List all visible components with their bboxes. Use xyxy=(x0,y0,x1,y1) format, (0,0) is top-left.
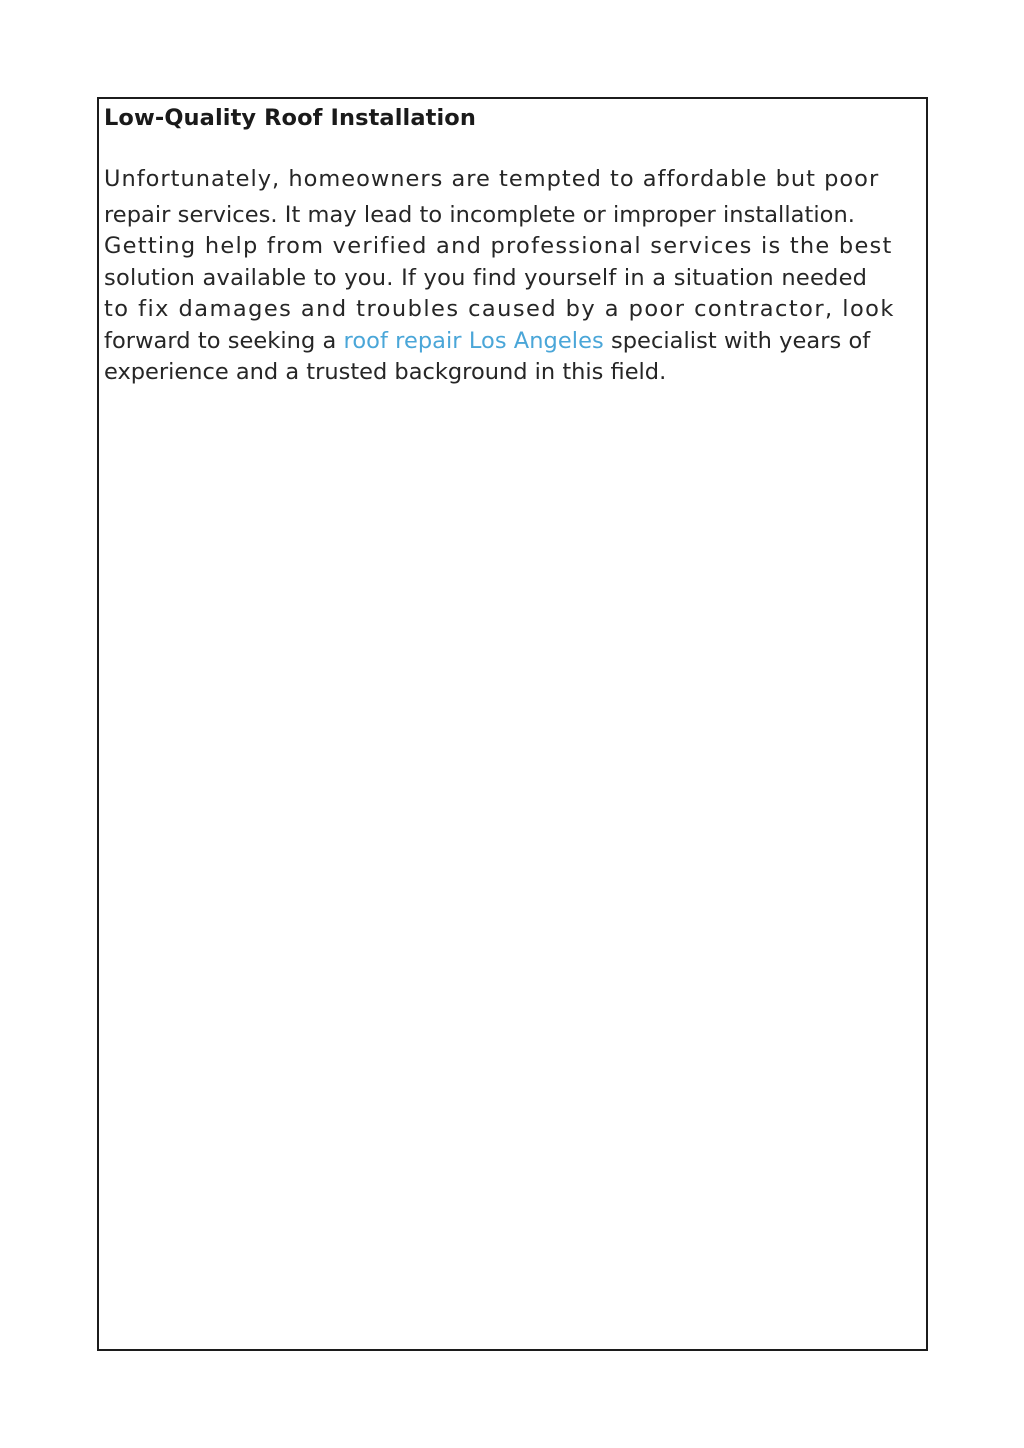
paragraph-line: to fix damages and troubles caused by a poor contractor, look xyxy=(104,296,895,322)
paragraph-line: Unfortunately, homeowners are tempted to affordable but poor xyxy=(104,166,880,192)
roof-repair-link[interactable]: roof repair Los Angeles xyxy=(343,328,604,354)
paragraph-line: Getting help from verified and professional services is the best xyxy=(104,233,893,259)
content-frame xyxy=(97,97,928,1351)
paragraph-text-after-link: specialist with years of xyxy=(603,328,871,354)
paragraph-line-with-link xyxy=(104,330,924,353)
section-heading: Low-Quality Roof Installation xyxy=(104,105,476,131)
paragraph-line: experience and a trusted background in this field. xyxy=(104,359,667,385)
paragraph-text-before-link: forward to seeking a xyxy=(104,328,344,354)
paragraph-line: repair services. It may lead to incomplete or improper installation. xyxy=(104,202,855,228)
paragraph-line: solution available to you. If you find yourself in a situation needed xyxy=(104,265,868,291)
